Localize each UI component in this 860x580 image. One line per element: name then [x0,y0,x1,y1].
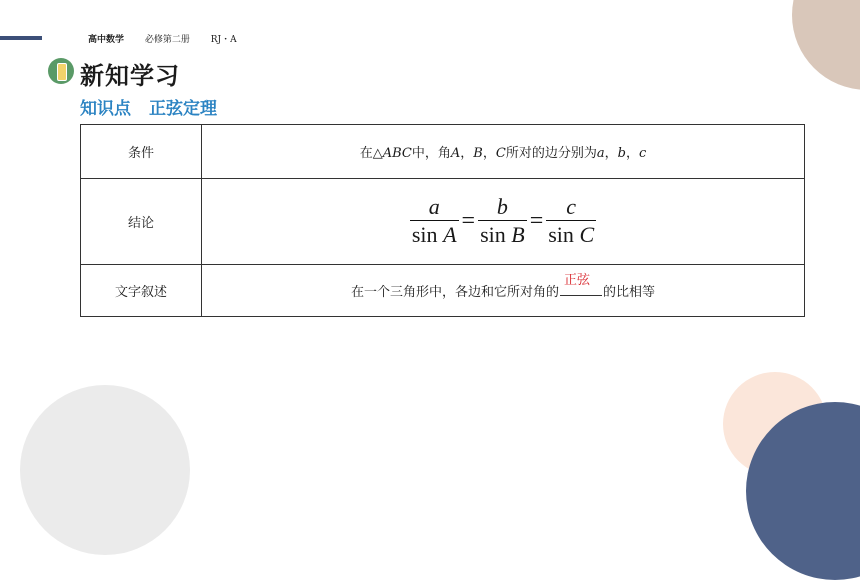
decor-circle-bottom-left [20,385,190,555]
header-book: 必修第二册 [144,35,190,45]
blank-answer: 正弦 [564,273,591,288]
fill-blank [560,273,602,296]
row-label: 文字叙述 [81,265,202,317]
section-title: 新知学习 [80,62,180,90]
section-subtitle [80,94,217,119]
header-edition: RJ・A [210,35,237,45]
subtitle-label: 知识点 [80,99,131,119]
law-of-sines-formula: $\frac{a}{\text{sin A}}$ = $\frac{b}{\text{sin B}}$ = $\frac{c}{\text{sin C}}$ [202,179,805,265]
condition-text: 在△ABC中，角A，B，C所对的边分别为a，b，c [202,125,805,179]
subtitle-topic: 正弦定理 [149,99,217,119]
fraction-b: $\frac{b}{\text{sin B}}$ [480,194,525,247]
decor-circle-top-right [792,0,860,90]
fraction-a: $\frac{a}{\text{sin A}}$ [411,194,457,247]
header-course: 高中数学 [88,35,125,45]
table-row [81,265,805,317]
fraction-c: $\frac{c}{\text{sin C}}$ [548,194,595,247]
theorem-table [80,124,805,317]
row-label: 结论 [81,179,202,265]
verbal-statement: 在一个三角形中，各边和它所对角的 正弦 的比相等 [202,265,805,317]
header-info [88,32,255,45]
header-accent-bar [0,36,42,40]
row-label: 条件 [81,125,202,179]
table-row [81,125,805,179]
table-row [81,179,805,265]
book-icon [48,58,74,84]
